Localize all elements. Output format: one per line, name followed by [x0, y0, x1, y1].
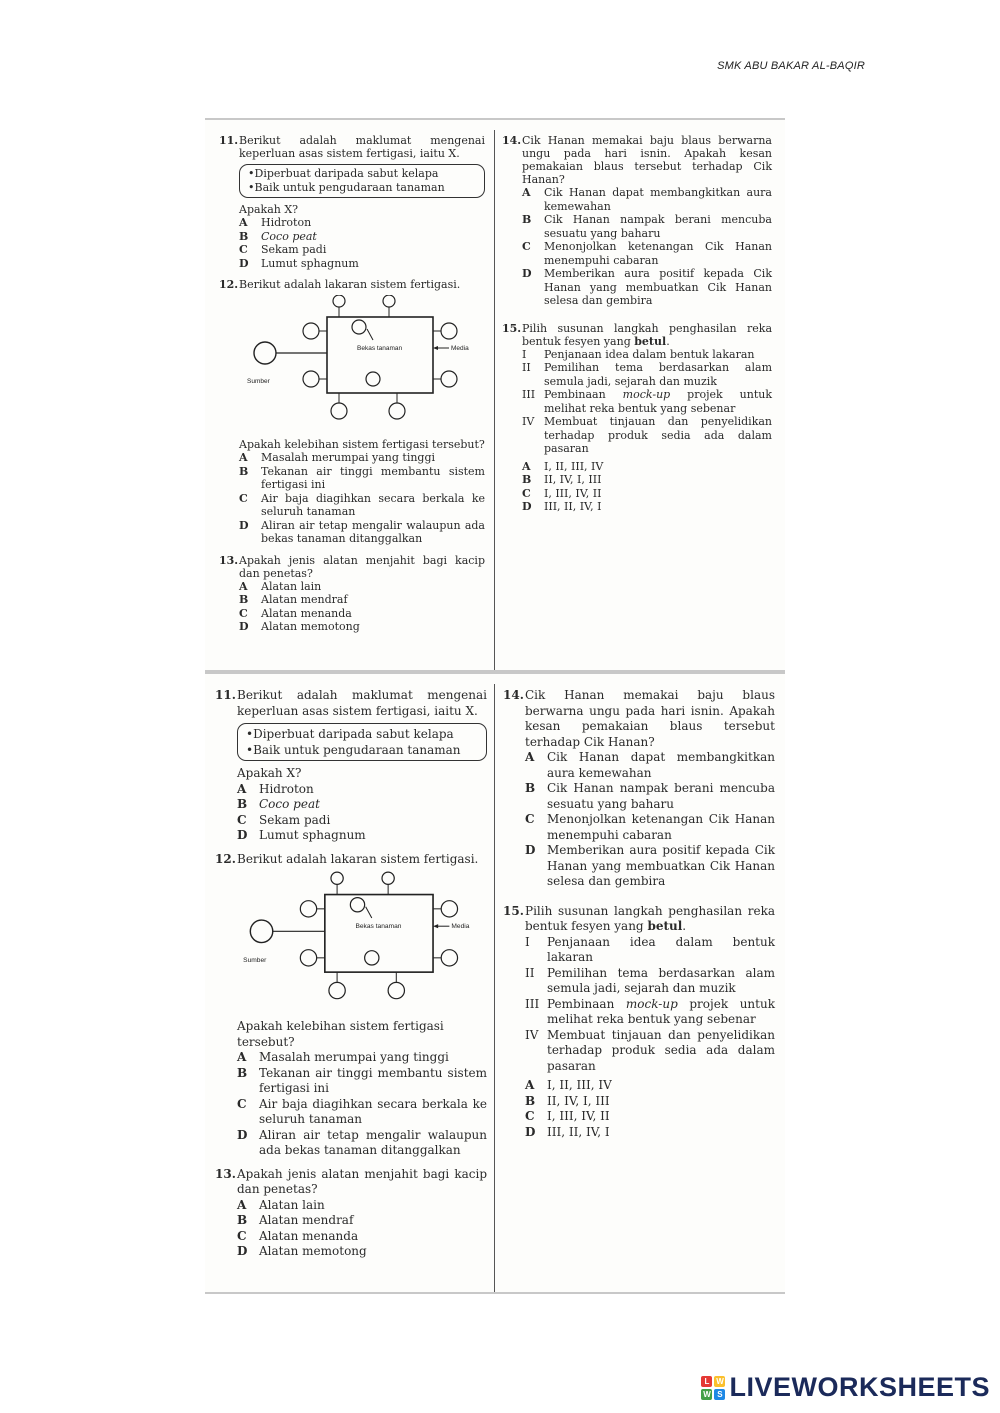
question-prompt: Apakah X?	[237, 766, 302, 780]
label-media: Media	[451, 923, 470, 931]
option[interactable]	[239, 580, 485, 594]
option-text: Alatan lain	[261, 579, 322, 593]
question-number: 11.	[219, 134, 239, 147]
option-text: II, IV, I, III	[544, 473, 602, 486]
right-column	[502, 134, 772, 514]
label-bekas: Bekas tanaman	[357, 345, 403, 352]
q15-options	[522, 460, 772, 514]
option[interactable]	[522, 213, 772, 240]
option-letter: A	[239, 451, 248, 464]
question-11	[215, 688, 487, 719]
option-letter: A	[239, 579, 248, 593]
option-letter: D	[239, 256, 249, 270]
option-text: Coco peat	[259, 797, 320, 811]
q15-steps	[525, 935, 775, 1075]
option-text: III, II, IV, I	[547, 1124, 610, 1139]
option[interactable]	[239, 257, 485, 271]
option-letter: C	[525, 1109, 535, 1123]
question-prompt: Apakah X?	[239, 203, 299, 216]
option-text: Alatan memotong	[261, 620, 360, 633]
option-letter: B	[237, 1213, 248, 1227]
label-sumber: Sumber	[243, 956, 267, 964]
option-text: II, IV, I, III	[547, 1093, 610, 1108]
info-box	[237, 723, 487, 761]
option[interactable]	[237, 1229, 487, 1245]
option[interactable]	[237, 1213, 487, 1229]
option-letter: C	[237, 1228, 247, 1243]
option-text: Air baja diagihkan secara berkala ke seluruh tanaman	[261, 491, 485, 518]
question-13	[215, 1167, 487, 1198]
option-letter: A	[237, 781, 247, 796]
question-12	[215, 852, 487, 868]
emitter-lines	[319, 307, 441, 403]
step-item: IV Membuat tinjauan dan penyelidikan terhadap produk sedia ada dalam pasaran	[525, 1027, 775, 1073]
option[interactable]	[525, 1094, 775, 1110]
step-item: IV Membuat tinjauan dan penyelidikan terhadap produk sedia ada dalam pasaran	[522, 415, 772, 455]
option[interactable]	[522, 267, 772, 308]
label-sumber: Sumber	[247, 378, 270, 385]
question-15	[503, 904, 775, 935]
q13-options	[237, 1198, 487, 1260]
option-text: Coco peat	[261, 229, 317, 243]
option-text: Menonjolkan ketenangan Cik Hanan menempuhi cabaran	[544, 240, 772, 267]
question-number: 14.	[503, 688, 524, 702]
question-text: Pilih susunan langkah penghasilan reka bentuk fesyen yang betul.	[525, 903, 775, 933]
option-text: I, III, IV, II	[544, 486, 602, 500]
option[interactable]	[525, 1125, 775, 1141]
option-text: Alatan mendraf	[261, 593, 348, 606]
option-text: Cik Hanan dapat membangkitkan aura kemewahan	[544, 186, 772, 213]
option-text: Memberikan aura positif kepada Cik Hanan yang membuatkan Cik Hanan selesa dan gembira	[544, 267, 772, 307]
step-item: I Penjanaan idea dalam bentuk lakaran	[522, 347, 755, 361]
option[interactable]	[239, 451, 485, 465]
option-text: Sekam padi	[259, 812, 331, 827]
q14-options	[522, 186, 772, 308]
option[interactable]	[237, 1198, 487, 1214]
option-letter: B	[239, 229, 249, 243]
option-text: Lumut sphagnum	[259, 828, 366, 842]
option-text: Menonjolkan ketenangan Cik Hanan menempuhi cabaran	[547, 812, 775, 842]
question-text: Apakah jenis alatan menjahit bagi kacip dan penetas?	[237, 1166, 487, 1196]
info-bullet: • Diperbuat daripada sabut kelapa	[246, 726, 478, 742]
liveworksheets-logo[interactable]	[701, 1372, 990, 1403]
info-box	[239, 164, 485, 198]
question-number: 11.	[215, 688, 236, 702]
option[interactable]	[239, 230, 485, 244]
option-letter: A	[522, 459, 531, 473]
q15-steps	[522, 348, 772, 456]
option-letter: D	[237, 1244, 248, 1258]
option-letter: A	[239, 216, 248, 229]
option-text: Alatan mendraf	[259, 1213, 354, 1227]
q14-options	[525, 750, 775, 890]
question-text: Berikut adalah maklumat mengenai keperluan asas sistem fertigasi, iaitu X.	[237, 688, 487, 718]
option-letter: C	[522, 240, 531, 253]
option[interactable]	[522, 186, 772, 213]
option[interactable]	[237, 797, 487, 813]
option[interactable]	[239, 465, 485, 492]
option[interactable]	[239, 607, 485, 621]
question-11	[219, 134, 485, 160]
option-text: Tekanan air tinggi membantu sistem fertigasi ini	[261, 464, 485, 491]
option[interactable]	[237, 813, 487, 829]
water-source-tank	[250, 920, 272, 942]
left-column	[215, 688, 487, 1260]
step-item: III Pembinaan mock-up projek untuk melihat reka bentuk yang sebenar	[525, 996, 775, 1026]
question-13	[219, 554, 485, 580]
q15-options	[525, 1078, 775, 1140]
option-letter: D	[237, 828, 248, 842]
question-number: 14.	[502, 134, 522, 147]
option[interactable]	[239, 519, 485, 546]
option-letter: D	[525, 1124, 536, 1139]
option-text: Hidroton	[261, 216, 312, 229]
option-letter: D	[237, 1127, 248, 1142]
question-text: Pilih susunan langkah penghasilan reka bentuk fesyen yang betul.	[522, 321, 772, 348]
question-text: Apakah jenis alatan menjahit bagi kacip dan penetas?	[239, 553, 485, 580]
liveworksheets-icon: L W W S	[703, 1376, 724, 1399]
question-number: 12.	[215, 851, 236, 866]
question-prompt: Apakah kelebihan sistem fertigasi tersebut?	[237, 1019, 444, 1049]
q11-options	[239, 216, 485, 270]
option-text: Alatan lain	[259, 1197, 325, 1212]
question-number: 15.	[502, 321, 522, 335]
column-divider	[494, 684, 495, 1292]
label-bekas: Bekas tanaman	[355, 923, 402, 931]
option-text: Alatan menanda	[261, 606, 352, 620]
option-text: Alatan memotong	[259, 1244, 367, 1258]
option-letter: C	[239, 491, 248, 505]
option-letter: B	[237, 1065, 248, 1080]
option-text: Tekanan air tinggi membantu sistem fertigasi ini	[259, 1065, 487, 1095]
question-text: Berikut adalah lakaran sistem fertigasi.	[237, 851, 479, 866]
option[interactable]	[522, 460, 772, 474]
option-letter: B	[525, 1093, 536, 1108]
option-letter: D	[239, 518, 249, 532]
option-text: Aliran air tetap mengalir walaupun ada bekas tanaman ditanggalkan	[261, 518, 485, 545]
option[interactable]	[522, 240, 772, 267]
option-text: I, III, IV, II	[547, 1109, 610, 1123]
plant-pot-icons	[303, 295, 457, 419]
option-letter: D	[239, 620, 249, 633]
plant-pot-icons	[300, 872, 457, 999]
question-text: Cik Hanan memakai baju blaus berwarna ungu pada hari isnin. Apakah kesan pemakaian blaus tersebut terhadap Cik Hanan?	[522, 134, 772, 186]
info-bullet: • Diperbuat daripada sabut kelapa	[248, 167, 476, 181]
info-bullet: • Baik untuk pengudaraan tanaman	[248, 181, 476, 195]
option-text: III, II, IV, I	[544, 500, 602, 513]
option-letter: D	[525, 843, 536, 857]
option-text: Cik Hanan dapat membangkitkan aura kemewahan	[547, 750, 775, 780]
option[interactable]	[525, 1078, 775, 1094]
question-number: 15.	[503, 903, 524, 918]
option[interactable]	[239, 593, 485, 607]
option-text: Masalah merumpai yang tinggi	[259, 1050, 449, 1064]
question-prompt: Apakah kelebihan sistem fertigasi tersebut?	[239, 438, 485, 451]
option-letter: C	[522, 486, 531, 500]
step-item: III Pembinaan mock-up projek untuk melihat reka bentuk yang sebenar	[522, 388, 772, 415]
option[interactable]	[525, 781, 775, 812]
option-text: Cik Hanan nampak berani mencuba sesuatu yang baharu	[547, 781, 775, 811]
right-column	[503, 688, 775, 1140]
option-text: Sekam padi	[261, 243, 327, 256]
option[interactable]	[237, 1097, 487, 1128]
question-number: 13.	[215, 1166, 236, 1181]
question-number: 13.	[219, 553, 239, 567]
emitter-lines	[317, 884, 442, 982]
option[interactable]	[522, 473, 772, 487]
step-item: II Pemilihan tema berdasarkan alam semula jadi, sejarah dan muzik	[522, 361, 772, 388]
option-letter: C	[237, 1096, 247, 1111]
step-item: I Penjanaan idea dalam bentuk lakaran	[525, 934, 775, 964]
option-letter: D	[522, 500, 532, 513]
option-letter: B	[525, 781, 536, 795]
option-letter: A	[237, 1050, 247, 1064]
option-letter: B	[237, 797, 248, 811]
question-14	[503, 688, 775, 750]
option-letter: B	[239, 593, 249, 606]
q11-options	[237, 782, 487, 844]
option-letter: D	[522, 267, 532, 280]
option-letter: B	[522, 473, 532, 486]
option[interactable]	[237, 1128, 487, 1159]
option-letter: B	[239, 464, 249, 478]
option-letter: A	[525, 750, 535, 764]
q13-options	[239, 580, 485, 634]
option[interactable]	[237, 1066, 487, 1097]
fertigation-diagram	[239, 295, 479, 430]
left-column	[219, 134, 485, 634]
option-text: Air baja diagihkan secara berkala ke seluruh tanaman	[259, 1096, 487, 1126]
option[interactable]	[239, 243, 485, 257]
question-text: Berikut adalah maklumat mengenai keperluan asas sistem fertigasi, iaitu X.	[239, 134, 485, 160]
question-text: Cik Hanan memakai baju blaus berwarna ungu pada hari isnin. Apakah kesan pemakaian blaus tersebut terhadap Cik Hanan?	[525, 688, 775, 749]
option-text: Masalah merumpai yang tinggi	[261, 451, 436, 464]
info-bullet: • Baik untuk pengudaraan tanaman	[246, 742, 478, 758]
worksheet-scan-1	[205, 118, 785, 672]
option-letter: A	[522, 186, 531, 199]
option-text: Lumut sphagnum	[261, 256, 359, 270]
option[interactable]	[522, 487, 772, 501]
question-text: Berikut adalah lakaran sistem fertigasi.	[239, 278, 461, 291]
q12-options	[239, 451, 485, 546]
option[interactable]	[239, 620, 485, 634]
water-source-tank	[254, 342, 276, 364]
option-text: Cik Hanan nampak berani mencuba sesuatu yang baharu	[544, 213, 772, 240]
step-item: II Pemilihan tema berdasarkan alam semula jadi, sejarah dan muzik	[525, 965, 775, 995]
option-text: I, II, III, IV	[544, 459, 604, 473]
q12-options	[237, 1050, 487, 1159]
column-divider	[494, 130, 495, 670]
option[interactable]	[237, 782, 487, 798]
worksheet-scan-2	[205, 672, 785, 1294]
option-text: Aliran air tetap mengalir walaupun ada bekas tanaman ditanggalkan	[259, 1127, 487, 1157]
label-media: Media	[451, 345, 469, 352]
question-15	[502, 322, 772, 348]
option-letter: C	[525, 812, 535, 826]
option[interactable]	[237, 828, 487, 844]
option[interactable]	[237, 1050, 487, 1066]
option-letter: C	[237, 812, 247, 827]
option-letter: A	[525, 1078, 535, 1092]
question-number: 12.	[219, 278, 239, 291]
option-letter: C	[239, 243, 248, 256]
option-letter: A	[237, 1197, 247, 1212]
option[interactable]	[525, 843, 775, 890]
question-12	[219, 278, 485, 291]
question-14	[502, 134, 772, 186]
option[interactable]	[239, 492, 485, 519]
option-text: Hidroton	[259, 781, 314, 796]
option[interactable]	[239, 216, 485, 230]
option[interactable]	[525, 750, 775, 781]
option[interactable]	[525, 1109, 775, 1125]
option-letter: C	[239, 606, 248, 620]
option-letter: B	[522, 213, 532, 226]
option-text: Alatan menanda	[259, 1228, 359, 1243]
option[interactable]	[237, 1244, 487, 1260]
fertigation-diagram	[235, 871, 480, 1011]
brand-name: LIVEWORKSHEETS	[729, 1372, 990, 1402]
option-text: Memberikan aura positif kepada Cik Hanan yang membuatkan Cik Hanan selesa dan gembira	[547, 843, 775, 888]
school-name: SMK ABU BAKAR AL-BAQIR	[717, 60, 865, 72]
option-text: I, II, III, IV	[547, 1078, 612, 1092]
option[interactable]	[522, 500, 772, 514]
option[interactable]	[525, 812, 775, 843]
